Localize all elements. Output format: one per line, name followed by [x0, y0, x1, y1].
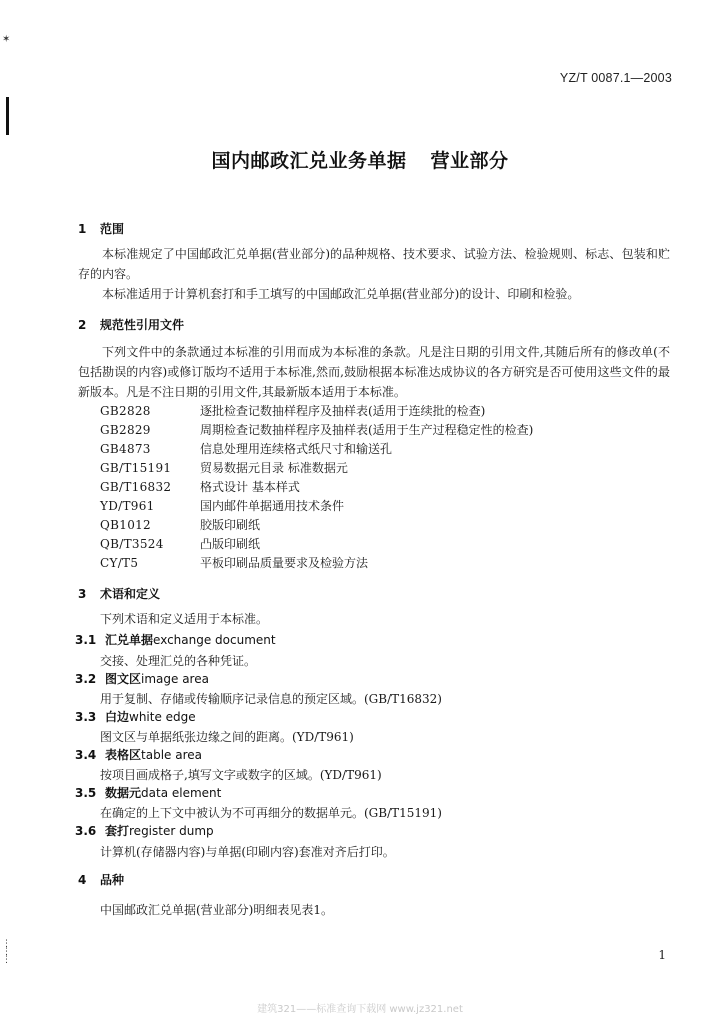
- term-heading: 3.4 表格区table area: [75, 748, 202, 762]
- term-heading: 3.1 汇兑单据exchange document: [75, 633, 276, 647]
- scan-mark: ⋮ ⋮ ⋮: [2, 939, 11, 965]
- term-definition: 用于复制、存储或传输顺序记录信息的预定区域。(GB/T16832): [100, 692, 442, 706]
- binding-bar: [6, 97, 9, 135]
- section-2-para: 下列文件中的条款通过本标准的引用而成为本标准的条款。凡是注日期的引用文件,其随后所有的修改单(不包括勘误的内容)或修订版均不适用于本标准,然而,鼓励根据本标准达成协议的各方研究是否可使用这些文件的最新版本。凡是不注日期的引用文件,其最新版本适用于本标准。: [78, 345, 670, 399]
- section-1-heading: 1 范围: [78, 222, 125, 236]
- section-3-intro: 下列术语和定义适用于本标准。: [100, 612, 269, 626]
- standard-code: YZ/T 0087.1—2003: [559, 71, 672, 85]
- term-heading: 3.3 白边white edge: [75, 710, 196, 724]
- section-2-heading: 2 规范性引用文件: [78, 318, 185, 332]
- term-heading: 3.2 图文区image area: [75, 672, 209, 686]
- title-main: 国内邮政汇兑业务单据: [211, 150, 407, 172]
- page-title: [0, 146, 720, 173]
- title-sub: 营业部分: [430, 150, 509, 172]
- term-definition: 计算机(存储器内容)与单据(印刷内容)套准对齐后打印。: [100, 845, 395, 859]
- reference-row: GB/T16832 格式设计 基本样式: [100, 480, 300, 494]
- reference-row: GB2828 逐批检查记数抽样程序及抽样表(适用于连续批的检查): [100, 404, 486, 418]
- term-definition: 交接、处理汇兑的各种凭证。: [100, 654, 257, 668]
- section-1-para-1: 本标准规定了中国邮政汇兑单据(营业部分)的品种规格、技术要求、试验方法、检验规则、标志、包装和贮存的内容。: [78, 247, 670, 281]
- section-3-heading: 3 术语和定义: [78, 587, 161, 601]
- term-heading: 3.6 套打register dump: [75, 824, 214, 838]
- reference-row: QB1012 胶版印刷纸: [100, 518, 261, 532]
- section-4-heading: 4 品种: [78, 873, 125, 887]
- term-definition: 按项目画成格子,填写文字或数字的区域。(YD/T961): [100, 768, 382, 782]
- reference-row: CY/T5 平板印刷品质量要求及检验方法: [100, 556, 369, 570]
- section-4-para: 中国邮政汇兑单据(营业部分)明细表见表1。: [100, 903, 333, 917]
- watermark: 建筑321——标准查询下载网 www.jz321.net: [257, 1004, 463, 1015]
- term-heading: 3.5 数据元data element: [75, 786, 222, 800]
- term-definition: 在确定的上下文中被认为不可再细分的数据单元。(GB/T15191): [100, 806, 442, 820]
- term-definition: 图文区与单据纸张边缘之间的距离。(YD/T961): [100, 730, 354, 744]
- page-number: 1: [658, 948, 666, 962]
- section-1-para-2: 本标准适用于计算机套打和手工填写的中国邮政汇兑单据(营业部分)的设计、印刷和检验。: [102, 287, 580, 301]
- reference-row: YD/T961 国内邮件单据通用技术条件: [100, 499, 345, 513]
- reference-row: QB/T3524 凸版印刷纸: [100, 537, 261, 551]
- scan-mark: ✶: [2, 34, 11, 45]
- reference-row: GB4873 信息处理用连续格式纸尺寸和输送孔: [100, 442, 393, 456]
- reference-row: GB2829 周期检查记数抽样程序及抽样表(适用于生产过程稳定性的检查): [100, 423, 534, 437]
- reference-row: GB/T15191 贸易数据元目录 标准数据元: [100, 461, 348, 475]
